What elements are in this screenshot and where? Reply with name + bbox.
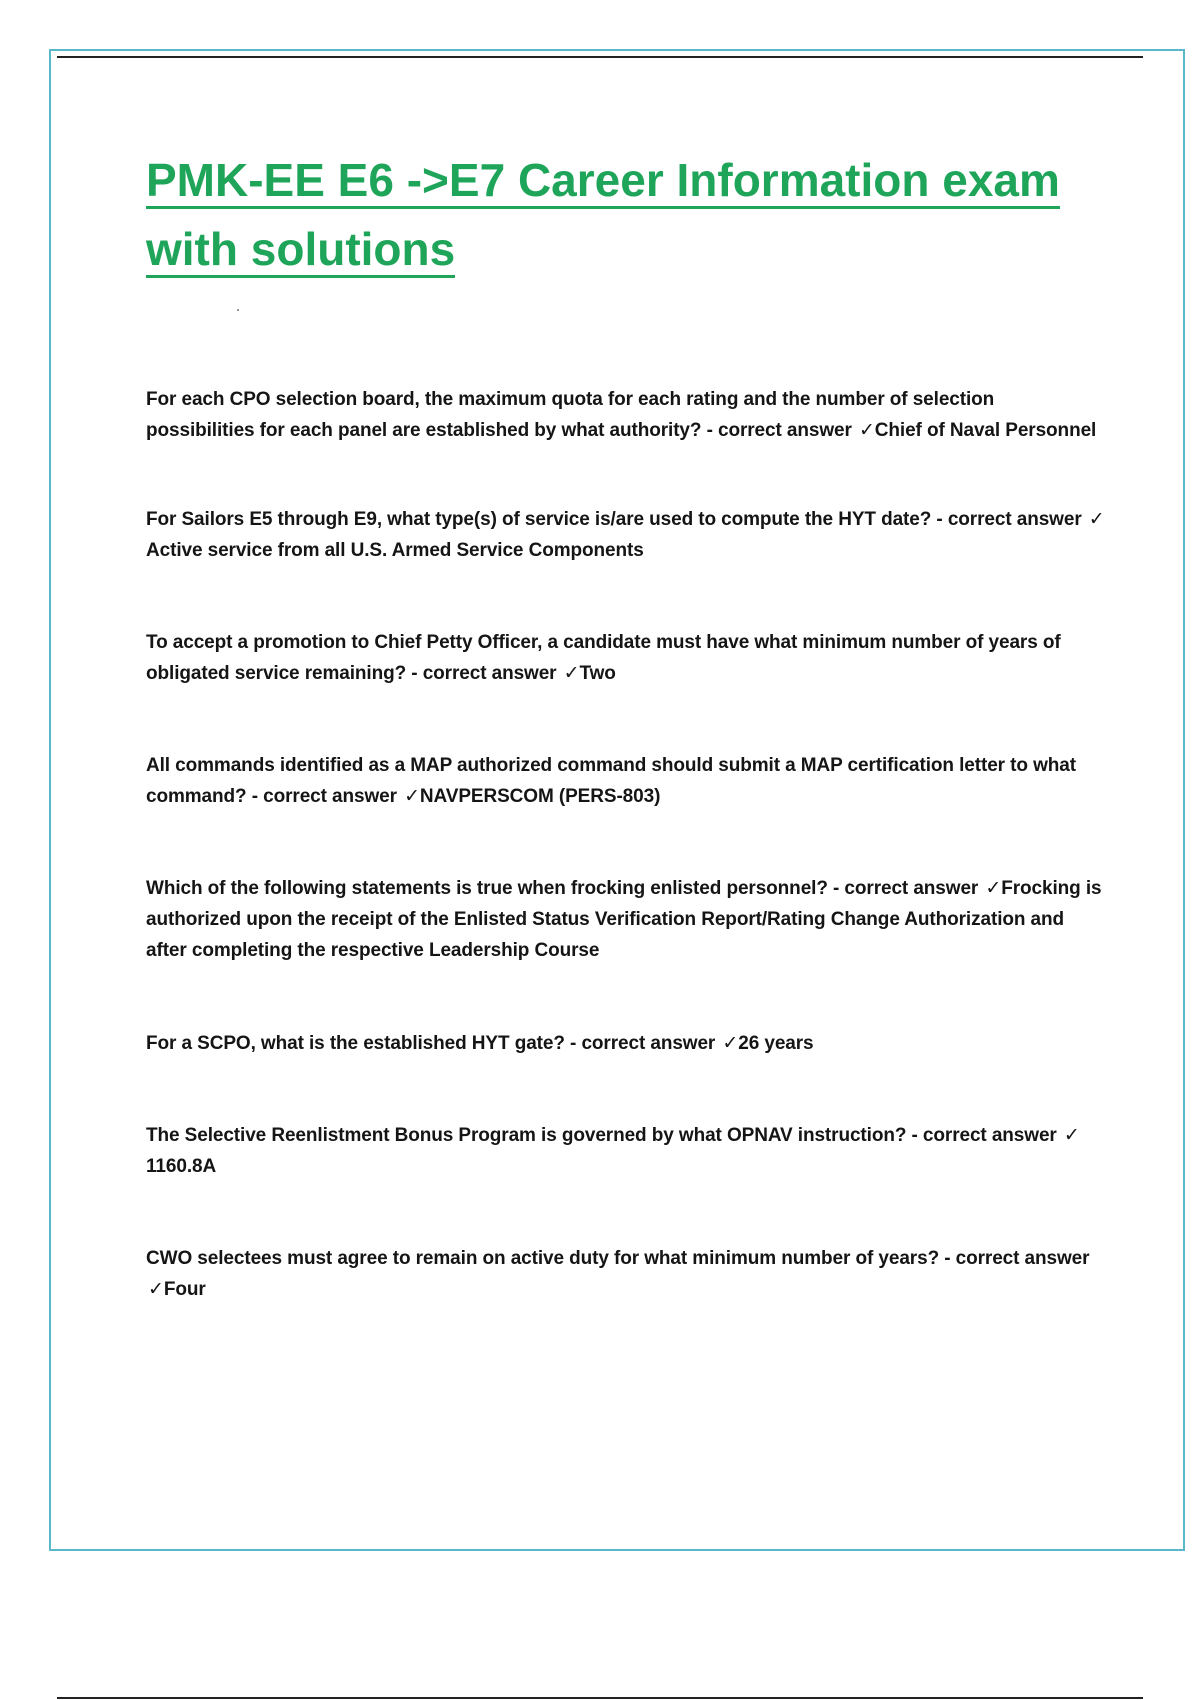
answer-text: Frocking is authorized upon the receipt of the Enlisted Status Verification Report/Rating Change Authorization and after completing the respective Leadership Course (146, 878, 1102, 961)
answer-text: Two (579, 663, 616, 684)
qa-item (146, 750, 1106, 873)
check-icon: ✓ (985, 877, 1002, 899)
check-icon: ✓ (148, 1278, 164, 1300)
qa-item (146, 504, 1106, 627)
qa-item (146, 627, 1106, 750)
bottom-rule (57, 1697, 1143, 1699)
answer-text: Active service from all U.S. Armed Service Components (146, 540, 644, 561)
top-rule (57, 56, 1143, 58)
question-text: Which of the following statements is true when frocking enlisted personnel? - correct answer (146, 878, 984, 899)
check-icon: ✓ (563, 662, 580, 684)
qa-item (146, 1028, 1106, 1120)
answer-text: 26 years (738, 1033, 814, 1054)
qa-item (146, 1120, 1106, 1243)
question-text: For a SCPO, what is the established HYT gate? - correct answer (146, 1033, 721, 1054)
check-icon: ✓ (404, 785, 420, 807)
qa-item (146, 384, 1106, 504)
answer-text: Chief of Naval Personnel (874, 420, 1097, 441)
check-icon: ✓ (1063, 1124, 1080, 1146)
check-icon: ✓ (858, 419, 875, 441)
document-title (146, 146, 1106, 284)
question-text: For Sailors E5 through E9, what type(s) of service is/are used to compute the HYT date? - correct answer (146, 509, 1087, 530)
answer-text: 1160.8A (146, 1156, 217, 1177)
question-text: To accept a promotion to Chief Petty Officer, a candidate must have what minimum number of years of obligated service remaining? - correct answer (146, 632, 1061, 684)
stray-dot (237, 309, 239, 311)
question-text: For each CPO selection board, the maximum quota for each rating and the number of selection possibilities for each panel are established by what authority? - correct answer (146, 389, 995, 441)
question-text: The Selective Reenlistment Bonus Program is governed by what OPNAV instruction? - correct answer (146, 1125, 1062, 1146)
qa-list (146, 384, 1106, 1305)
check-icon: ✓ (722, 1032, 739, 1054)
answer-text: Four (163, 1279, 206, 1300)
question-text: CWO selectees must agree to remain on active duty for what minimum number of years? - correct answer (146, 1248, 1090, 1269)
check-icon: ✓ (1088, 508, 1105, 530)
question-text: All commands identified as a MAP authorized command should submit a MAP certification letter to what command? - correct answer (146, 755, 1076, 807)
qa-item (146, 1243, 1106, 1305)
qa-item (146, 873, 1106, 1028)
document-title-text: PMK-EE E6 ->E7 Career Information exam with solutions (146, 154, 1060, 278)
answer-text: NAVPERSCOM (PERS-803) (419, 786, 661, 807)
